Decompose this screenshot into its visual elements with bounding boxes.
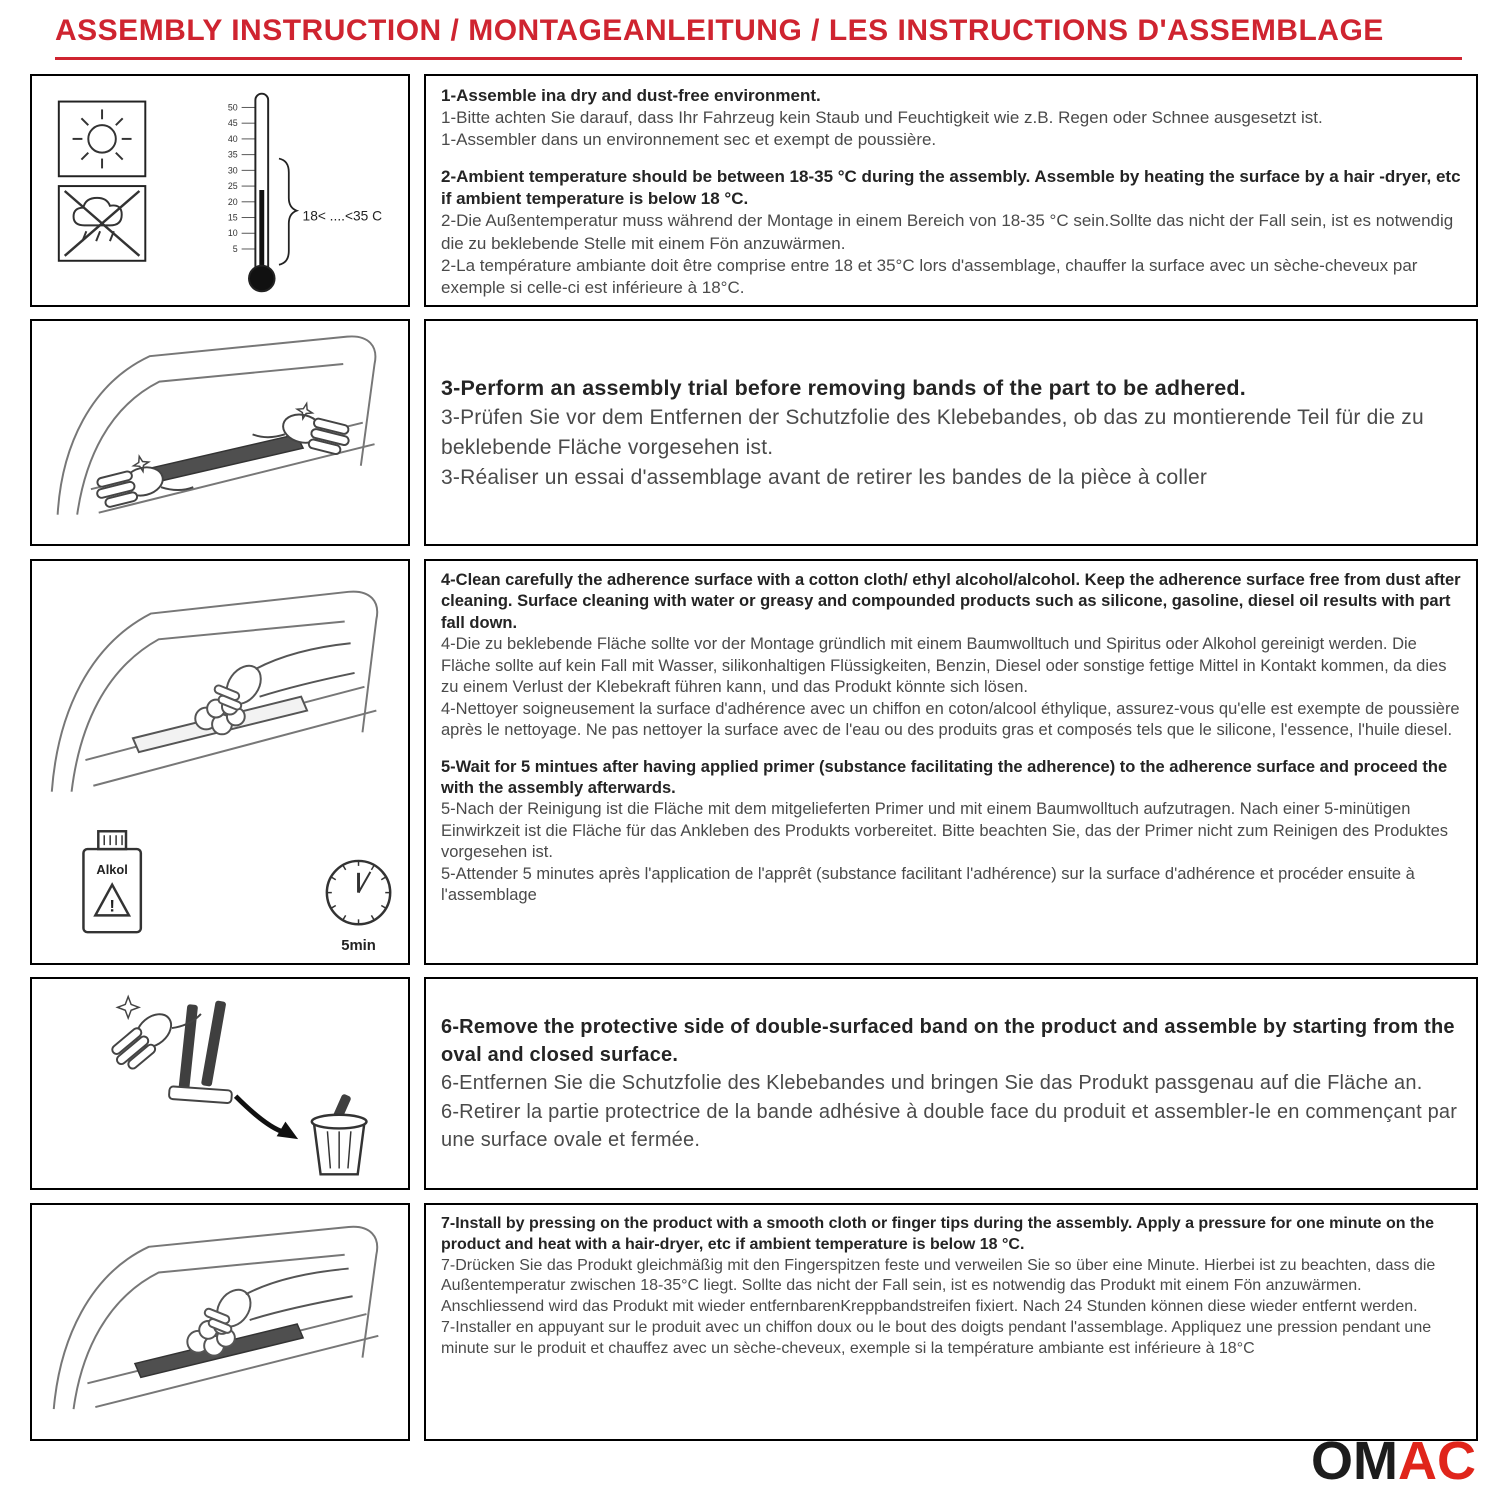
instructions-step-6 — [424, 977, 1478, 1190]
clock-icon — [327, 861, 390, 954]
step-4-en: 4-Clean carefully the adherence surface with a cotton cloth/ ethyl alcohol/alcohol. Keep the adherence surface free from dust after cleaning. Surface cleaning with water or greasy and compounded products such as silicone, gasoline, diesel oil results with part fall down. — [441, 571, 1461, 632]
omac-logo — [1311, 1430, 1476, 1492]
remove-protective-band-illustration — [32, 979, 408, 1188]
instructions-steps-1-2 — [424, 74, 1478, 307]
pressing-hand — [204, 1269, 353, 1335]
step-6-en: 6-Remove the protective side of double-surfaced band on the product and assemble by starting from the oval and closed surface. — [441, 1015, 1455, 1066]
range-bracket — [279, 159, 297, 265]
step-row-5 — [30, 1203, 1478, 1441]
step-5-en: 5-Wait for 5 mintues after having applied primer (substance facilitating the adherence) to the adherence surface and proceed the with the assembly afterwards. — [441, 757, 1448, 797]
warning-mark: ! — [109, 896, 115, 916]
step-3-fr: 3-Réaliser un essai d'assemblage avant de retirer les bandes de la pièce à coller — [441, 465, 1208, 489]
temperature-range-label: 18< ....<35 C — [302, 208, 383, 224]
scale-5: 5 — [232, 243, 238, 254]
step-7-en: 7-Install by pressing on the product with a smooth cloth or finger tips during the assembly. Apply a pressure for one minute on the product and heat with a hair-dryer, etc if ambient temperature is below 18 °C. — [441, 1215, 1434, 1253]
step-1-en: 1-Assemble ina dry and dust-free environment. — [441, 86, 821, 105]
step-row-2 — [30, 319, 1478, 546]
scale-10: 10 — [227, 228, 238, 239]
scale-40: 40 — [227, 133, 238, 144]
step-3-en: 3-Perform an assembly trial before removing bands of the part to be adhered. — [441, 375, 1246, 400]
thermometer-icon — [228, 94, 382, 292]
trim-strip — [144, 434, 303, 483]
scale-25: 25 — [227, 181, 238, 192]
step-5-de: 5-Nach der Reinigung ist die Fläche mit dem mitgelieferten Primer und mit einem Baumwolltuch aufzutragen. Nach einer 5-minütigen Einwirkzeit ist die Fläche für das Ankleben des Produkts vorbereitet. Bitte beachten Sie, das der Primer nicht zum Reinigen des Produktes vorgesehen ist. — [441, 800, 1449, 862]
illustration-box-environment — [30, 74, 410, 307]
no-rain-icon — [59, 186, 145, 261]
paragraph-spacer — [441, 151, 1461, 166]
step-2-fr: 2-La température ambiante doit être comprise entre 18 et 35°C lors d'assemblage, chauffer la surface avec un sèche-cheveux par exemple si celle-ci est inférieure à 18°C. — [441, 255, 1418, 297]
step-7-fr: 7-Installer en appuyant sur le produit avec un chiffon doux ou le bout des doigts pendant l'assemblage. Appliquez une pression pendant une minute sur le produit et chauffez avec un sèche-cheveux, exemple si la température ambiante est inférieure à 18°C — [441, 1318, 1432, 1357]
trash-can-icon — [312, 1093, 367, 1174]
press-install-illustration — [32, 1205, 408, 1439]
step-row-1 — [30, 74, 1478, 307]
scale-45: 45 — [227, 118, 238, 129]
step-4-de: 4-Die zu beklebende Fläche sollte vor der Montage gründlich mit einem Baumwolltuch und Spiritus oder Alkohol gereinigt werden. Die Fläche sollte auf kein Fall mit Wasser, silikonhaltigen Flüssigkeiten, Benzin, Diesel oder sonstige fettige Mittel in Kontakt kommen, da dies zu einem Verlust der Klebekraft führen kann, und das Produkt könnte sich lösen. — [441, 635, 1447, 697]
instructions-step-3 — [424, 319, 1478, 546]
step-6-de: 6-Entfernen Sie die Schutzfolie des Klebebandes und bringen Sie das Produkt passgenau auf die Fläche an. — [441, 1072, 1423, 1095]
alcohol-bottle-icon — [83, 831, 140, 932]
clock-label: 5min — [341, 938, 376, 954]
instructions-steps-4-5 — [424, 559, 1478, 965]
environment-temperature-illustration — [32, 76, 408, 305]
left-hand — [91, 445, 194, 510]
step-2-de: 2-Die Außentemperatur muss während der Montage in einem Bereich von 18-35 °C sein.Sollte das nicht der Fall sein, ist es notwendig die zu beklebende Stelle mit einem Fön anzuwärmen. — [441, 211, 1454, 253]
step-5-fr: 5-Attender 5 minutes après l'application de l'apprêt (substance facilitant l'adhérence) sur la surface d'adhérence et procéder ensuite à l'assemblage — [441, 864, 1415, 905]
step-3-de: 3-Prüfen Sie vor dem Entfernen der Schutzfolie des Klebebandes, ob das zu montierende Teil für die zu beklebende Fläche vorgesehen ist. — [441, 406, 1424, 459]
instructions-step-7 — [424, 1203, 1478, 1441]
assembly-trial-illustration — [32, 321, 408, 544]
step-2-en: 2-Ambient temperature should be between 18-35 °C during the assembly. Assemble by heating the surface by a hair -dryer, etc if ambient temperature is below 18 °C. — [441, 167, 1461, 209]
step-6-fr: 6-Retirer la partie protectrice de la bande adhésive à double face du produit et assembler-le en commençant par une surface ovale et fermée. — [441, 1100, 1458, 1152]
page-title: ASSEMBLY INSTRUCTION / MONTAGEANLEITUNG / LES INSTRUCTIONS D'ASSEMBLAGE — [55, 14, 1462, 60]
scale-20: 20 — [227, 196, 238, 207]
logo-text-red: AC — [1398, 1431, 1476, 1491]
illustration-box-cleaning — [30, 559, 410, 965]
paragraph-spacer — [441, 742, 1461, 757]
logo-text-black: OM — [1311, 1431, 1398, 1491]
illustration-box-remove-band — [30, 977, 410, 1190]
step-4-fr: 4-Nettoyer soigneusement la surface d'adhérence avec un chiffon en coton/alcool éthylique, assurez-vous qu'elle est exempte de poussière après le nettoyage. Ne pas nettoyer la surface avec de l'eau ou des produits gras et composés tels que le silicone, l'essence, l'huile diesel. — [441, 699, 1460, 740]
cleaning-primer-illustration — [32, 561, 408, 963]
step-7-de: 7-Drücken Sie das Produkt gleichmäßig mit den Fingerspitzen feste und verweilen Sie so über eine Minute. Hierbei ist zu beachten, dass die Außentemperatur zwischen 18-35°C liegt. Sollte das nicht der Fall sein, ist es notwendig das Produkt mit einem Fön anzuwärmen. Anschliessend wird das Produkt mit wieder entfernbarenKreppbandstreifen fixiert. Nach 24 Stunden können diese wieder entfernt werden. — [441, 1256, 1436, 1316]
sun-icon — [59, 102, 145, 177]
step-row-4 — [30, 977, 1478, 1190]
scale-15: 15 — [227, 212, 238, 223]
step-1-fr: 1-Assembler dans un environnement sec et exempt de poussière. — [441, 130, 937, 150]
scale-50: 50 — [227, 102, 238, 113]
illustration-box-press — [30, 1203, 410, 1441]
illustration-box-trial — [30, 319, 410, 546]
arrow — [236, 1096, 285, 1132]
scale-35: 35 — [227, 149, 238, 160]
step-1-de: 1-Bitte achten Sie darauf, dass Ihr Fahrzeug kein Staub und Feuchtigkeit wie z.B. Regen oder Schnee ausgesetzt ist. — [441, 108, 1323, 128]
step-row-3 — [30, 559, 1478, 965]
sparkle-icon — [117, 997, 138, 1018]
scale-30: 30 — [227, 165, 238, 176]
bottle-label: Alkol — [96, 861, 128, 877]
